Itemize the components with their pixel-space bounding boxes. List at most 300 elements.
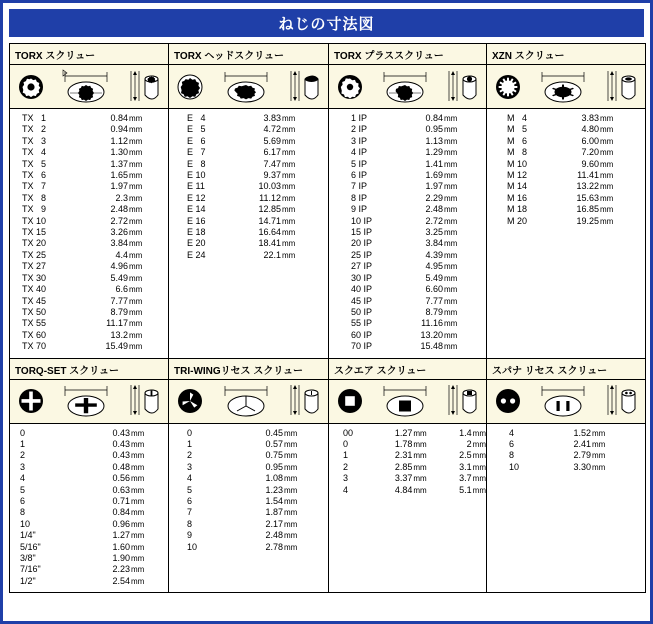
size-value: 0.63 (112, 484, 130, 495)
list-item (169, 204, 328, 215)
list-item (169, 113, 328, 124)
size-label: 4 (509, 427, 515, 438)
size-unit: mm (284, 485, 298, 495)
size-unit: mm (131, 462, 145, 472)
size-label: 0 (343, 438, 349, 449)
list-item (10, 296, 168, 307)
list-item (329, 170, 486, 181)
size-unit: mm (444, 182, 458, 192)
size-value: 1.78 (394, 438, 413, 449)
list-item (329, 307, 486, 318)
torx-socket-icon (14, 74, 48, 100)
size-value: 6.6 (115, 284, 128, 295)
list-item (169, 507, 328, 518)
xzn-head-icon (529, 67, 597, 107)
size-label: TX 15 (22, 227, 47, 238)
list-item (329, 462, 486, 473)
size-label: M 5 (507, 124, 528, 135)
size-value: 4.4 (115, 249, 128, 260)
dimension-list (329, 109, 486, 358)
size-label: 5 (187, 484, 193, 495)
size-unit: mm (131, 474, 145, 484)
list-item (329, 193, 486, 204)
list-item (169, 519, 328, 530)
list-item (169, 473, 328, 484)
size-value: 2.72 (425, 215, 443, 226)
size-label: 3 IP (351, 135, 368, 146)
block-header: XZN スクリュー (487, 44, 645, 65)
screw-body-icon (601, 67, 641, 107)
size-label: E 11 (187, 181, 205, 192)
size-label: 7 IP (351, 181, 368, 192)
size-value: 1.97 (110, 181, 128, 192)
size-label: 00 (343, 427, 354, 438)
size-value: 1.87 (265, 507, 283, 518)
list-item (10, 307, 168, 318)
size-value: 0.71 (112, 495, 130, 506)
size-label: 3/8" (20, 553, 36, 563)
size-label: E 5 (187, 124, 206, 135)
size-value: 2.17 (265, 518, 283, 529)
size-unit: mm (129, 342, 143, 352)
size-label: 1 (20, 438, 26, 449)
list-item (169, 428, 328, 439)
size-value: 15.63 (576, 192, 599, 203)
list-item (329, 439, 486, 450)
size-unit: mm (129, 239, 143, 249)
size-label: 9 IP (351, 204, 368, 215)
list-item (329, 250, 486, 261)
size-label: TX 8 (22, 192, 47, 203)
size-unit: mm (444, 148, 458, 158)
square-socket-icon (333, 388, 367, 414)
size-label: 10 (509, 461, 520, 472)
size-label: M 6 (507, 135, 528, 146)
size-label: 8 IP (351, 192, 368, 203)
size-value: 4.95 (425, 261, 443, 272)
list-item (169, 542, 328, 553)
size-value: 6.17 (263, 147, 281, 158)
block-square-screw (329, 359, 487, 593)
list-item (329, 147, 486, 158)
size-value: 0.84 (112, 507, 130, 518)
block-spanner-screw (487, 359, 645, 593)
size-label: TX 27 (22, 261, 47, 272)
size-label: 27 IP (351, 261, 373, 272)
torx-socket-filled-icon (173, 74, 207, 100)
size-unit: mm (131, 451, 145, 461)
block-illustrations (487, 65, 645, 109)
spanner-head-icon (529, 381, 597, 421)
size-value: 16.85 (576, 204, 599, 215)
size-label: TX 5 (22, 158, 47, 169)
size-label: E 20 (187, 238, 206, 249)
list-item (169, 181, 328, 192)
list-item (10, 284, 168, 295)
size-unit: mm (600, 125, 614, 135)
size-label: 8 (187, 518, 193, 529)
size-unit: mm (284, 451, 298, 461)
size-value: 8.79 (110, 306, 128, 317)
size-unit: mm (413, 451, 427, 461)
size-value-secondary: 5.1 (459, 484, 472, 495)
list-item (329, 330, 486, 341)
size-unit-secondary: mm (472, 462, 486, 472)
size-value: 2.31 (394, 450, 413, 461)
size-label: M 12 (507, 170, 528, 181)
size-value: 18.41 (258, 238, 281, 249)
list-item (169, 496, 328, 507)
size-label: TX 1 (22, 113, 47, 123)
size-value: 2.3 (115, 192, 128, 203)
size-unit: mm (444, 330, 458, 340)
size-value: 7.77 (110, 295, 128, 306)
size-value: 1.69 (425, 170, 443, 181)
list-item (10, 576, 168, 587)
size-value: 11.17 (106, 318, 128, 329)
size-value: 3.30 (573, 461, 591, 472)
torx-plus-head-icon (371, 67, 438, 107)
size-label: M 4 (507, 113, 528, 123)
size-unit: mm (444, 239, 458, 249)
size-unit: mm (284, 462, 298, 472)
torx-plus-socket-icon (333, 74, 367, 100)
block-header: TORX プラススクリュー (329, 44, 486, 65)
size-value: 0.96 (112, 518, 130, 529)
torx-head-screw-icon (211, 67, 280, 107)
list-item (169, 227, 328, 238)
list-item (10, 439, 168, 450)
size-unit: mm (282, 239, 296, 249)
size-value: 15.48 (420, 341, 443, 352)
size-unit: mm (444, 114, 458, 123)
size-unit: mm (600, 114, 614, 123)
list-item (329, 216, 486, 227)
list-item (487, 124, 645, 135)
list-item (10, 216, 168, 227)
list-item (329, 238, 486, 249)
size-unit: mm (129, 262, 143, 272)
list-item (487, 450, 645, 461)
size-unit: mm (284, 439, 298, 449)
size-label: TX 10 (22, 215, 47, 226)
xzn-spline-socket-icon (491, 74, 525, 100)
block-torx-head-screw (169, 44, 329, 358)
size-unit: mm (444, 216, 458, 226)
size-value: 11.16 (421, 318, 443, 329)
size-value: 1.23 (265, 484, 283, 495)
size-label: E 4 (187, 113, 206, 123)
list-item (329, 181, 486, 192)
size-value: 1.37 (110, 158, 128, 169)
size-unit: mm (131, 496, 145, 506)
size-value: 0.57 (265, 438, 283, 449)
size-value: 14.71 (258, 215, 281, 226)
size-label: 6 IP (351, 170, 368, 181)
size-label: 4 (187, 473, 193, 484)
size-value: 11.12 (259, 192, 281, 203)
size-unit: mm (129, 136, 143, 146)
list-item (169, 124, 328, 135)
dimension-list (10, 424, 168, 593)
size-unit: mm (282, 205, 296, 215)
list-item (10, 473, 168, 484)
block-illustrations (329, 380, 486, 424)
list-item (329, 450, 486, 461)
size-unit: mm (444, 250, 458, 260)
size-label: 5 IP (351, 158, 368, 169)
list-item (329, 227, 486, 238)
screw-body-icon (284, 67, 324, 107)
tri-wing-socket-icon (173, 388, 207, 414)
size-unit: mm (129, 330, 143, 340)
size-unit: mm (129, 182, 143, 192)
block-illustrations (10, 65, 168, 109)
screw-body-icon (601, 381, 641, 421)
size-value: 9.60 (581, 158, 599, 169)
size-label: 2 (187, 450, 193, 461)
block-xzn-screw (487, 44, 645, 358)
size-unit: mm (444, 296, 458, 306)
list-item (169, 147, 328, 158)
size-unit-secondary: mm (472, 451, 486, 461)
size-value: 8.79 (425, 306, 443, 317)
size-unit-secondary: mm (472, 428, 486, 438)
size-label: E 10 (187, 170, 206, 181)
size-unit: mm (131, 542, 145, 552)
size-unit: mm (129, 125, 143, 135)
size-value: 4.72 (263, 124, 281, 135)
dimension-list (487, 109, 645, 349)
size-unit: mm (129, 148, 143, 158)
size-value: 0.84 (425, 113, 443, 123)
size-label: TX 6 (22, 170, 47, 181)
block-tri-wing-screw (169, 359, 329, 593)
list-item (169, 216, 328, 227)
size-label: E 16 (187, 215, 206, 226)
size-value: 2.29 (425, 192, 443, 203)
size-unit: mm (444, 319, 458, 329)
size-label: 70 IP (351, 341, 373, 352)
size-unit: mm (600, 136, 614, 146)
size-unit: mm (413, 439, 427, 449)
block-header: TRI-WINGリセス スクリュー (169, 359, 328, 380)
size-label: 6 (20, 495, 26, 506)
table-row (10, 44, 645, 359)
size-value: 2.78 (265, 541, 283, 552)
size-label: E 24 (187, 249, 206, 260)
size-label: 3 (187, 461, 193, 472)
size-unit: mm (131, 576, 145, 586)
size-value: 13.20 (420, 329, 443, 340)
size-label: 45 IP (351, 295, 373, 306)
block-illustrations (329, 65, 486, 109)
size-label: 1 (343, 450, 349, 461)
block-illustrations (10, 380, 168, 424)
size-unit: mm (284, 542, 298, 552)
size-unit: mm (444, 262, 458, 272)
size-value: 2.54 (112, 575, 130, 586)
size-value: 4.96 (110, 261, 128, 272)
size-unit: mm (444, 125, 458, 135)
size-label: 25 IP (351, 249, 373, 260)
size-label: 7 (187, 507, 193, 518)
size-label: 3 (20, 461, 26, 472)
tri-wing-head-icon (211, 381, 280, 421)
size-unit: mm (284, 428, 298, 438)
list-item (10, 273, 168, 284)
size-value: 7.47 (263, 158, 281, 169)
size-unit: mm (129, 159, 143, 169)
size-label: TX 3 (22, 135, 47, 146)
size-label: 15 IP (351, 227, 373, 238)
size-label: 2 IP (351, 124, 368, 135)
size-label: TX 70 (22, 341, 47, 352)
list-item (10, 428, 168, 439)
list-item (487, 428, 645, 439)
size-value: 2.48 (110, 204, 128, 215)
size-unit: mm (129, 228, 143, 238)
size-unit: mm (282, 228, 296, 238)
block-illustrations (169, 65, 328, 109)
size-unit: mm (131, 519, 145, 529)
size-value: 13.22 (576, 181, 599, 192)
size-value: 0.84 (110, 113, 128, 123)
size-value: 3.84 (110, 238, 128, 249)
list-item (10, 181, 168, 192)
size-label: TX 4 (22, 147, 47, 158)
size-unit: mm (592, 462, 606, 472)
size-label: TX 7 (22, 181, 47, 192)
size-label: 20 IP (351, 238, 373, 249)
size-unit: mm (282, 250, 296, 260)
list-item (487, 159, 645, 170)
block-header: スパナ リセス スクリュー (487, 359, 645, 380)
size-value: 1.60 (112, 541, 130, 552)
size-value: 4.80 (581, 124, 599, 135)
list-item (10, 227, 168, 238)
size-value: 3.25 (425, 227, 443, 238)
size-unit: mm (444, 159, 458, 169)
size-value-secondary: 3.1 (459, 461, 472, 472)
size-unit: mm (129, 319, 143, 329)
size-label: M 18 (507, 204, 528, 215)
size-label: 6 (187, 495, 193, 506)
size-label: 8 (20, 507, 26, 518)
table-row (10, 359, 645, 593)
list-item (169, 159, 328, 170)
dimension-list (329, 424, 486, 544)
size-value: 16.64 (258, 227, 281, 238)
list-item (329, 204, 486, 215)
size-value: 0.94 (110, 124, 128, 135)
size-unit: mm (282, 125, 296, 135)
size-label: TX 20 (22, 238, 47, 249)
size-label: TX 2 (22, 124, 47, 135)
screw-table-grid (9, 43, 646, 593)
size-label: E 6 (187, 135, 206, 146)
list-item (10, 330, 168, 341)
size-unit: mm (282, 171, 296, 181)
size-unit: mm (129, 285, 143, 295)
size-value: 5.69 (263, 135, 281, 146)
block-illustrations (169, 380, 328, 424)
size-unit: mm (282, 148, 296, 158)
size-unit: mm (600, 216, 614, 226)
size-label: 60 IP (351, 329, 373, 340)
size-unit: mm (131, 531, 145, 541)
size-unit: mm (282, 182, 296, 192)
size-value: 10.03 (258, 181, 281, 192)
size-label: 1/2" (20, 575, 36, 586)
size-unit-secondary: mm (472, 439, 486, 449)
size-unit: mm (129, 296, 143, 306)
list-item (487, 136, 645, 147)
list-item (329, 485, 486, 496)
size-value: 1.41 (425, 158, 443, 169)
size-value: 0.95 (265, 461, 283, 472)
size-unit: mm (282, 114, 296, 123)
size-unit-secondary: mm (472, 485, 486, 495)
size-value: 9.37 (263, 170, 281, 181)
size-value: 0.43 (112, 438, 130, 449)
spanner-socket-icon (491, 388, 525, 414)
size-value: 13.2 (110, 329, 128, 340)
size-value-secondary: 3.7 (459, 473, 472, 484)
size-label: M 10 (507, 158, 528, 169)
size-value: 3.84 (425, 238, 443, 249)
size-value-secondary: 2 (466, 438, 472, 449)
list-item (10, 250, 168, 261)
size-label: E 18 (187, 227, 206, 238)
list-item (487, 462, 645, 473)
size-value: 15.49 (105, 341, 128, 352)
list-item (487, 147, 645, 158)
list-item (10, 485, 168, 496)
size-unit-secondary: mm (472, 474, 486, 484)
size-label: 30 IP (351, 272, 373, 283)
size-label: TX 25 (22, 249, 47, 260)
list-item (10, 170, 168, 181)
list-item (329, 428, 486, 439)
size-value: 19.25 (576, 215, 599, 226)
list-item (169, 462, 328, 473)
size-value: 1.90 (112, 553, 130, 563)
list-item (169, 170, 328, 181)
list-item (10, 261, 168, 272)
list-item (329, 159, 486, 170)
screw-body-icon (442, 381, 482, 421)
list-item (10, 496, 168, 507)
size-label: 2 (20, 450, 26, 461)
list-item (169, 530, 328, 541)
list-item (487, 181, 645, 192)
size-label: 5/16" (20, 541, 41, 552)
size-label: 5 (20, 484, 26, 495)
block-torx-screw (10, 44, 169, 358)
size-unit: mm (592, 428, 606, 438)
size-unit: mm (413, 485, 427, 495)
size-label: M 8 (507, 147, 528, 158)
size-value: 3.83 (581, 113, 599, 123)
size-unit: mm (131, 485, 145, 495)
size-unit: mm (413, 462, 427, 472)
list-item (10, 113, 168, 124)
size-unit: mm (284, 519, 298, 529)
page-title: ねじの寸法図 (9, 9, 644, 37)
size-unit: mm (600, 205, 614, 215)
list-item (10, 507, 168, 518)
